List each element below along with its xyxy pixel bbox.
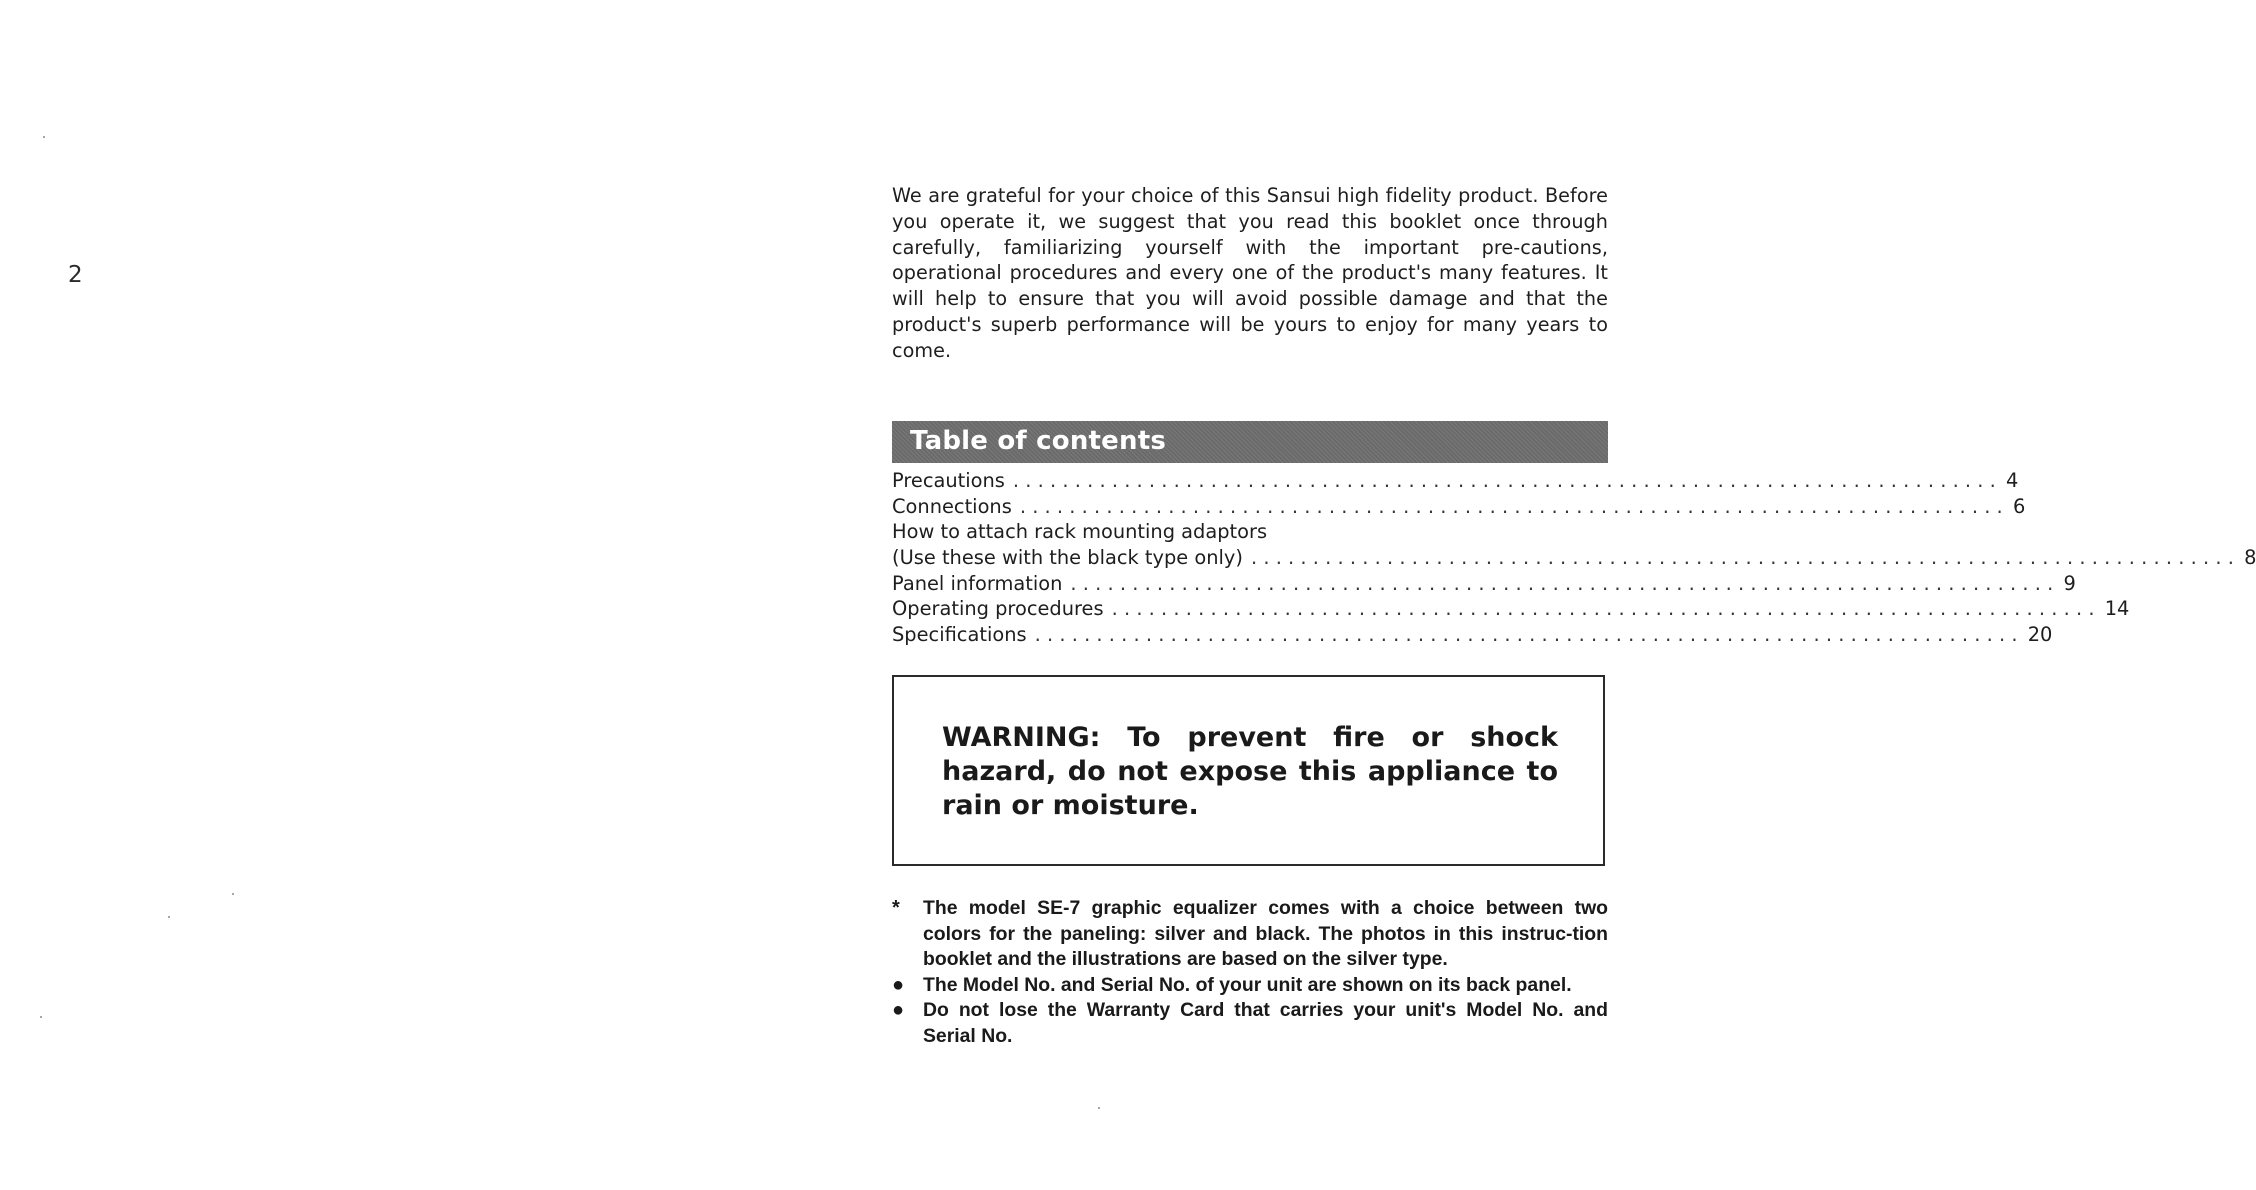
dot-bullet-icon: ● bbox=[892, 999, 905, 1021]
note-text: The Model No. and Serial No. of your unit are shown on its back panel. bbox=[923, 973, 1572, 996]
warning-box bbox=[892, 675, 1605, 866]
toc-entry-label: (Use these with the black type only) bbox=[892, 546, 1243, 570]
toc-title: Table of contents bbox=[910, 426, 1167, 456]
toc-entry-page: 6 bbox=[2012, 494, 2026, 518]
content-column bbox=[892, 183, 2256, 1047]
toc-entry-page: 20 bbox=[2027, 623, 2053, 647]
toc-entry-page: 8 bbox=[2244, 546, 2256, 570]
scan-speck bbox=[40, 1016, 42, 1018]
toc-leader-dots: ................................................................................ bbox=[1070, 571, 2060, 595]
toc-entry-panel-information bbox=[892, 571, 2076, 597]
toc-entry-connections bbox=[892, 494, 2026, 520]
note-text: The model SE-7 graphic equalizer comes with a choice between two colors for the paneling: silver and black. The photos in this instruc-tion booklet and the illustrations are based on the silver type. bbox=[923, 897, 1608, 970]
toc-entry-specifications bbox=[892, 622, 2053, 648]
warning-text: WARNING: To prevent fire or shock hazard, do not expose this appliance to rain or moisture. bbox=[942, 722, 1558, 821]
note-item bbox=[892, 973, 1608, 999]
toc-entry-label: Precautions bbox=[892, 469, 1005, 492]
note-item bbox=[892, 998, 1608, 1049]
intro-paragraph: We are grateful for your choice of this Sansui high fidelity product. Before you operate it, we suggest that you read this booklet once through carefully, familiarizing yourself with the important pre-cautions, operational procedures and every one of the product's many features. It will help to ensure that you will avoid possible damage and that the product's superb performance will be yours to enjoy for many years to come. bbox=[892, 184, 1608, 362]
toc-list bbox=[892, 468, 2256, 648]
toc-entry-rack-adaptors bbox=[892, 519, 1608, 545]
note-text: Do not lose the Warranty Card that carries your unit's Model No. and Serial No. bbox=[923, 999, 1608, 1047]
scan-speck bbox=[168, 916, 170, 918]
toc-entry-page: 14 bbox=[2104, 597, 2130, 621]
scan-speck bbox=[1098, 1107, 1100, 1109]
toc-entry-label: Specifications bbox=[892, 623, 1027, 647]
toc-leader-dots: ................................................................................ bbox=[1250, 546, 2241, 570]
toc-leader-dots: ................................................................................ bbox=[1034, 623, 2024, 647]
toc-entry-label: Operating procedures bbox=[892, 597, 1104, 621]
toc-entry-page: 4 bbox=[2006, 469, 2019, 492]
toc-leader-dots: ................................................................................ bbox=[1012, 469, 2003, 492]
toc-leader-dots: ................................................................................ bbox=[1111, 597, 2101, 621]
dot-bullet-icon: ● bbox=[892, 973, 905, 996]
toc-leader-dots: ................................................................................ bbox=[1019, 494, 2009, 518]
note-item bbox=[892, 896, 1608, 973]
toc-entry-label: Connections bbox=[892, 494, 1012, 518]
toc-header bbox=[892, 421, 1608, 463]
notes-list bbox=[892, 896, 1608, 1049]
toc-entry-rack-adaptors-note bbox=[892, 545, 2256, 571]
toc-entry-precautions bbox=[892, 468, 2019, 494]
toc-entry-page: 9 bbox=[2063, 571, 2076, 595]
asterisk-bullet-icon: * bbox=[892, 897, 900, 919]
toc-entry-label: How to attach rack mounting adaptors bbox=[892, 520, 1268, 544]
page-number: 2 bbox=[68, 262, 83, 288]
toc-entry-operating-procedures bbox=[892, 596, 2130, 622]
scan-speck bbox=[232, 893, 234, 895]
scan-speck bbox=[43, 136, 45, 138]
toc-entry-label: Panel information bbox=[892, 571, 1063, 595]
